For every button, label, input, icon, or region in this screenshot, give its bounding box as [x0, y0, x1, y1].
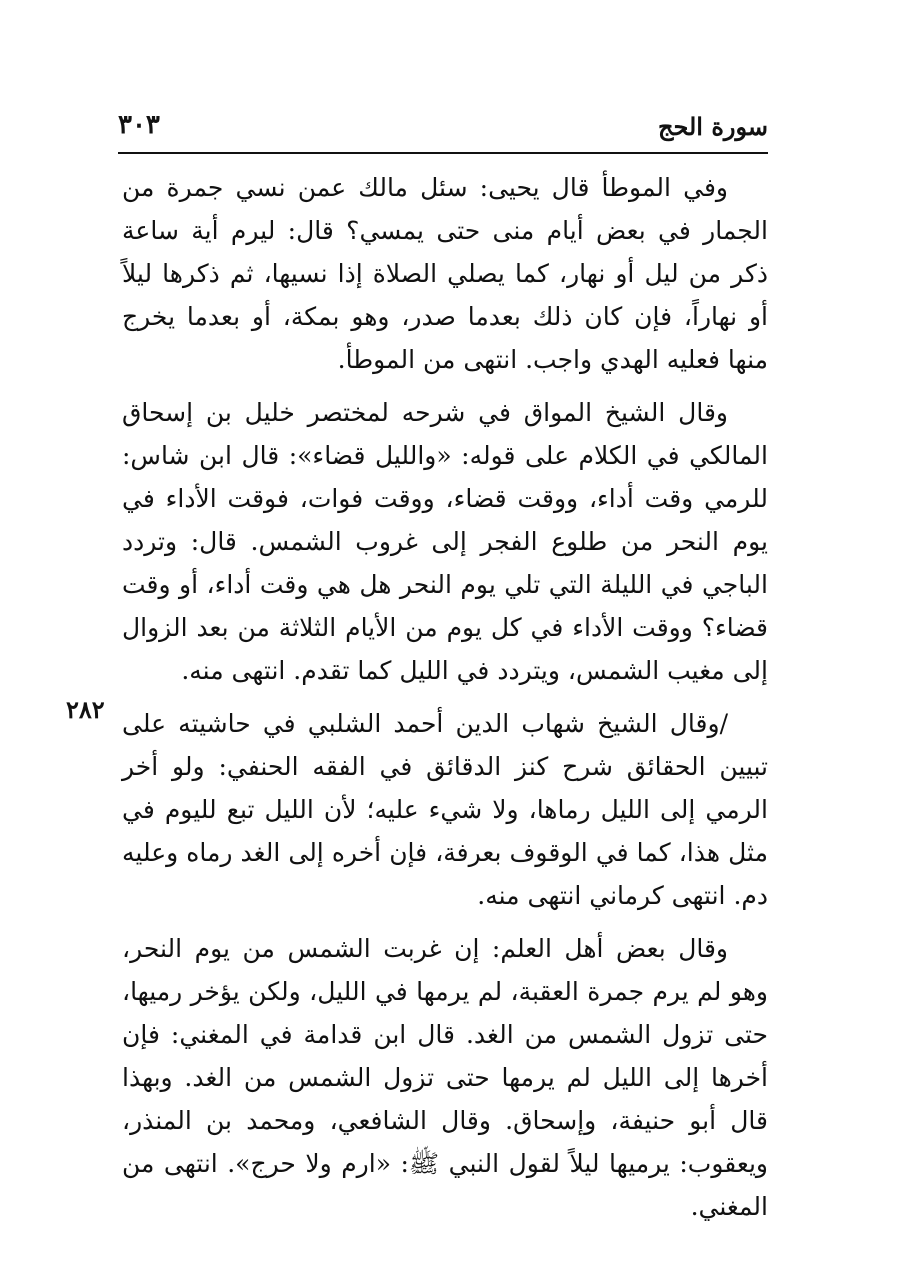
paragraph-muwatta: وفي الموطأ قال يحيى: سئل مالك عمن نسي جمرة من الجمار في بعض أيام منى حتى يمسي؟ قال: ليرم أية ساعة ذكر من ليل أو نهار، كما يصلي الصلاة إذا نسيها، ثم ذكرها ليلاً أو نهاراً، فإن كان ذلك بعدما صدر، وهو بمكة، أو بعدما يخرج منها فعليه الهدي واجب. انتهى من الموطأ.: [122, 173, 768, 374]
page-number: ٣٠٣: [118, 110, 160, 140]
page-body: [122, 166, 768, 1228]
chapter-title: سورة الحج: [658, 112, 768, 141]
page-header: [118, 108, 768, 152]
paragraph-shalabi: /وقال الشيخ شهاب الدين أحمد الشلبي في حاشيته على تبيين الحقائق شرح كنز الدقائق في الفقه الحنفي: ولو أخر الرمي إلى الليل رماها، ولا شيء عليه؛ لأن الليل تبع لليوم في مثل هذا، كما في الوقوف بعرفة، فإن أخره إلى الغد رماه وعليه دم. انتهى كرماني انتهى منه.: [122, 709, 768, 910]
header-divider: [118, 152, 768, 154]
paragraph-ibn-qudama: وقال بعض أهل العلم: إن غربت الشمس من يوم النحر، وهو لم يرم جمرة العقبة، لم يرمها في الليل، ولكن يؤخر رميها، حتى تزول الشمس من الغد. قال ابن قدامة في المغني: فإن أخرها إلى الليل لم يرمها حتى تزول الشمس من الغد. وبهذا قال أبو حنيفة، وإسحاق. وقال الشافعي، ومحمد بن المنذر، ويعقوب: يرميها ليلاً لقول النبي ﷺ: «ارم ولا حرج». انتهى من المغني.: [122, 934, 768, 1221]
paragraph-mawwaq: وقال الشيخ المواق في شرحه لمختصر خليل بن إسحاق المالكي في الكلام على قوله: «والليل قضاء»: قال ابن شاس: للرمي وقت أداء، ووقت قضاء، ووقت فوات، فوقت الأداء في يوم النحر من طلوع الفجر إلى غروب الشمس. قال: وتردد الباجي في الليلة التي تلي يوم النحر هل هي وقت أداء، أو وقت قضاء؟ ووقت الأداء في كل يوم من الأيام الثلاثة من بعد الزوال إلى مغيب الشمس، ويتردد في الليل كما تقدم. انتهى منه.: [122, 398, 768, 685]
margin-page-reference: ٢٨٢: [66, 695, 105, 724]
